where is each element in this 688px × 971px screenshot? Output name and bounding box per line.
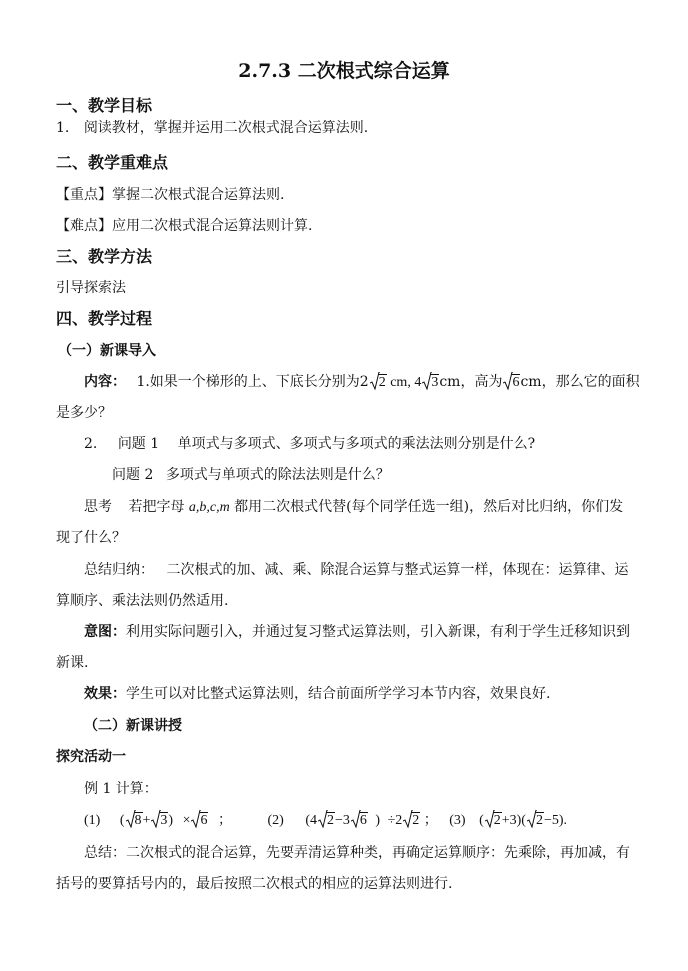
radical-sign-icon bbox=[527, 810, 537, 828]
expr-1-number: (1) bbox=[84, 813, 101, 828]
radical-sign-icon bbox=[191, 810, 201, 828]
sqrt-2-symbol bbox=[527, 811, 544, 831]
sqrt-3-symbol bbox=[422, 373, 439, 393]
plus-three-term: +3)( bbox=[501, 813, 526, 828]
intent-line-2: 新课. bbox=[56, 655, 89, 671]
expr-3-number: (3) bbox=[449, 813, 466, 828]
expr-1-paren: ( bbox=[119, 813, 125, 828]
expr-2-paren-close: ) bbox=[375, 813, 381, 828]
question-1-text: 单项式与多项式、多项式与多项式的乘法法则分别是什么? bbox=[177, 436, 536, 452]
section-heading-key-points: 二、教学重难点 bbox=[56, 153, 169, 172]
sqrt-3-symbol bbox=[151, 811, 168, 831]
sqrt-2-symbol bbox=[403, 811, 420, 831]
separator: ； bbox=[423, 813, 438, 828]
document-title: 2.7.3 二次根式综合运算 bbox=[238, 60, 450, 82]
plus-sign: + bbox=[142, 813, 151, 828]
subsection-lecture: （二）新课讲授 bbox=[84, 718, 182, 734]
summary-label: 总结归纳： bbox=[84, 562, 154, 578]
sqrt-6-symbol bbox=[351, 811, 368, 831]
summary-line-2: 算顺序、乘法法则仍然适用. bbox=[56, 593, 229, 609]
example-label: 例 1 计算： bbox=[84, 781, 158, 797]
expr-1-paren-close: ) bbox=[168, 813, 174, 828]
radical-sign-icon bbox=[403, 810, 413, 828]
radical-sign-icon bbox=[351, 810, 361, 828]
conclusion-line-2: 括号的要算括号内的，最后按照二次根式的相应的运算法则进行. bbox=[56, 876, 453, 892]
radical-sign-icon bbox=[151, 810, 161, 828]
content-text-b: cm, 4 bbox=[386, 375, 422, 390]
method-text: 引导探索法 bbox=[56, 280, 126, 296]
radicand: 3 bbox=[160, 813, 168, 828]
key-point-tag: 【重点】 bbox=[56, 187, 112, 203]
question-1-line bbox=[84, 434, 535, 454]
content-line-1 bbox=[84, 372, 640, 393]
effect-text: 学生可以对比整式运算法则，结合前面所学学习本节内容，效果良好. bbox=[126, 686, 551, 702]
content-text-d: cm，那么它的面积 bbox=[520, 374, 640, 390]
goal-item bbox=[56, 118, 368, 138]
minus-five-term: −5). bbox=[543, 813, 568, 828]
effect-line bbox=[84, 684, 550, 704]
radicand: 3 bbox=[431, 375, 439, 390]
minus-term: −3 bbox=[334, 813, 350, 828]
question-2-label: 问题 2 bbox=[112, 467, 154, 483]
expr-2-paren: (4 bbox=[305, 813, 317, 828]
radical-sign-icon bbox=[485, 810, 495, 828]
summary-line-1 bbox=[84, 560, 628, 580]
radical-sign-icon bbox=[422, 372, 432, 390]
radical-sign-icon bbox=[318, 810, 328, 828]
radical-sign-icon bbox=[503, 372, 513, 390]
expr-3-paren: ( bbox=[479, 813, 484, 828]
sqrt-6-symbol bbox=[503, 373, 520, 393]
content-line-2: 是多少？ bbox=[56, 405, 112, 421]
think-text-a: 若把字母 bbox=[128, 499, 189, 515]
intent-line-1 bbox=[84, 622, 630, 642]
difficulty-tag: 【难点】 bbox=[56, 218, 112, 234]
sqrt-6-symbol bbox=[191, 811, 208, 831]
goal-item-text: 阅读教材，掌握并运用二次根式混合运算法则. bbox=[83, 120, 369, 136]
think-text-b: 都用二次根式代替(每个同学任选一组)，然后对比归纳，你们发 bbox=[229, 499, 624, 515]
intent-text-a: 利用实际问题引入，并通过复习整式运算法则，引入新课，有利于学生迁移知识到 bbox=[126, 624, 630, 640]
sqrt-2-symbol bbox=[318, 811, 335, 831]
radicand: 6 bbox=[512, 375, 520, 390]
think-label: 思考 bbox=[84, 499, 112, 515]
question-number: 2. bbox=[84, 436, 98, 452]
content-label: 内容： bbox=[84, 374, 126, 390]
difficulty-line bbox=[56, 216, 312, 236]
think-letters: a,b,c,m bbox=[188, 500, 230, 515]
times-sign: × bbox=[182, 813, 191, 828]
radicand: 2 bbox=[378, 375, 386, 390]
divide-term: ÷2 bbox=[387, 813, 403, 828]
expr-2-number: (2) bbox=[267, 813, 284, 828]
key-point-line bbox=[56, 185, 284, 205]
goal-item-number: 1. bbox=[56, 120, 70, 136]
radicand: 8 bbox=[134, 813, 142, 828]
radical-sign-icon bbox=[126, 810, 136, 828]
radicand: 2 bbox=[326, 813, 334, 828]
radicand: 2 bbox=[412, 813, 420, 828]
sqrt-8-symbol bbox=[126, 811, 143, 831]
explore-activity-heading: 探究活动一 bbox=[56, 749, 126, 765]
radical-sign-icon bbox=[370, 372, 380, 390]
conclusion-line-1: 总结：二次根式的混合运算，先要弄清运算种类，再确定运算顺序：先乘除，再加减，有 bbox=[84, 845, 630, 861]
summary-text-a: 二次根式的加、减、乘、除混合运算与整式运算一样，体现在：运算律、运 bbox=[166, 562, 629, 578]
separator: ； bbox=[217, 813, 232, 828]
think-line-2: 现了什么？ bbox=[56, 530, 126, 546]
question-2-text: 多项式与单项式的除法法则是什么？ bbox=[165, 467, 390, 483]
think-line-1 bbox=[84, 497, 623, 518]
section-heading-goals: 一、教学目标 bbox=[56, 96, 153, 115]
subsection-intro: （一）新课导入 bbox=[58, 343, 156, 359]
radicand: 6 bbox=[200, 813, 208, 828]
key-point-text: 掌握二次根式混合运算法则. bbox=[112, 187, 285, 203]
radicand: 2 bbox=[493, 813, 501, 828]
question-2-line bbox=[112, 465, 390, 485]
radicand: 2 bbox=[535, 813, 543, 828]
question-1-label: 问题 1 bbox=[117, 436, 160, 452]
section-heading-process: 四、教学过程 bbox=[56, 309, 153, 328]
intent-label: 意图： bbox=[84, 624, 126, 640]
sqrt-2-symbol bbox=[370, 373, 387, 393]
sqrt-2-symbol bbox=[485, 811, 502, 831]
content-text-c: cm，高为 bbox=[439, 374, 503, 390]
radicand: 6 bbox=[359, 813, 367, 828]
effect-label: 效果： bbox=[84, 686, 126, 702]
content-text-a: 1.如果一个梯形的上、下底长分别为2 bbox=[136, 374, 369, 390]
section-heading-method: 三、教学方法 bbox=[56, 247, 153, 266]
difficulty-text: 应用二次根式混合运算法则计算. bbox=[112, 218, 313, 234]
example-expressions bbox=[84, 811, 567, 831]
